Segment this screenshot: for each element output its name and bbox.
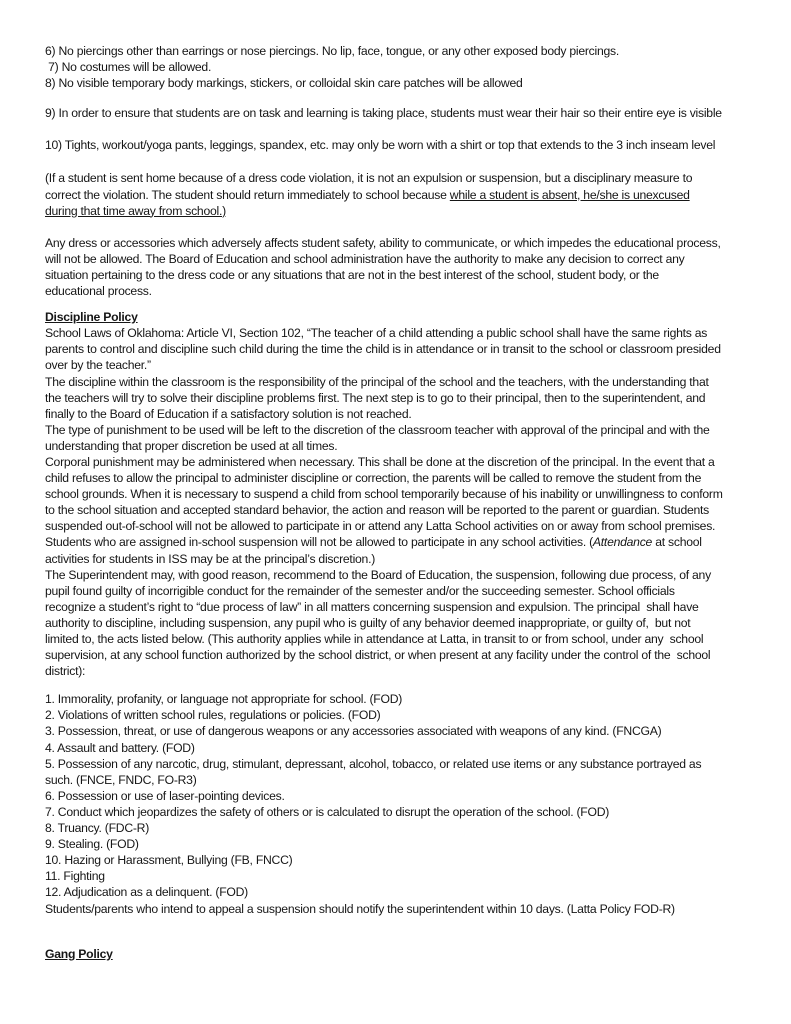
text-line: over by the teacher.” xyxy=(45,358,151,373)
text-line: understanding that proper discretion be used at all times. xyxy=(45,438,338,453)
text-line: to the school situation and accepted standard behavior, the action and reason will be reported to the parent or guardian. Students xyxy=(45,503,710,518)
text-line: 6) No piercings other than earrings or nose piercings. No lip, face, tongue, or any other exposed body piercings. xyxy=(45,44,620,58)
text-line: 6. Possession or use of laser-pointing devices. xyxy=(45,788,285,803)
discipline-policy-heading xyxy=(45,309,755,325)
text-line: The Superintendent may, with good reason, recommend to the Board of Education, the suspension, following due process, of any xyxy=(45,567,711,582)
gang-policy-heading xyxy=(45,946,755,962)
text-line: pupil found guilty of incorrigible conduct for the remainder of the semester and/or the succeeding semester. School officials xyxy=(45,583,675,598)
text-line: will not be allowed. The Board of Education and school administration have the authority to make any decision to correct any xyxy=(45,251,685,266)
dress-accessories-paragraph xyxy=(45,235,755,299)
text-line: 7) No costumes will be allowed. xyxy=(45,60,212,75)
text-line: parents to control and discipline such child during the time the child is in attendance or in transit to the school or classroom presided xyxy=(45,342,721,357)
text-line: Corporal punishment may be administered when necessary. This shall be done at the discretion of the principal. In the event that a xyxy=(45,454,715,469)
text-line: Discipline Policy xyxy=(45,310,138,325)
dress-code-violation-note xyxy=(45,170,755,218)
text-line: suspended out-of-school will not be allowed to participate in or attend any Latta School activities on or away from school premises. xyxy=(45,519,716,534)
text-line: recognize a student’s right to “due process of law” in all matters concerning suspension and expulsion. The principal shall have xyxy=(45,599,699,614)
text-line: 2. Violations of written school rules, regulations or policies. (FOD) xyxy=(45,708,381,723)
text-line: School Laws of Oklahoma: Article VI, Section 102, “The teacher of a child attending a public school shall have the same rights as xyxy=(45,326,708,341)
text-line: 10. Hazing or Harassment, Bullying (FB, FNCC) xyxy=(45,853,293,868)
text-line: 12. Adjudication as a delinquent. (FOD) xyxy=(45,885,248,900)
text-line: educational process. xyxy=(45,284,152,299)
text-line: child refuses to allow the principal to administer discipline or correction, the parents will be called to remove the student from the xyxy=(45,471,702,486)
text-line: supervision, at any school function authorized by the school district, or when present at any facility under the control of the school xyxy=(45,648,711,663)
text-line: 9) In order to ensure that students are on task and learning is taking place, students must wear their hair so their entire eye is visible xyxy=(45,106,722,121)
text-line: 11. Fighting xyxy=(45,869,105,884)
text-line: during that time away from school.) xyxy=(45,203,226,218)
text-line: authority to discipline, including suspension, any pupil who is guilty of any behavior deemed inappropriate, or guilty of, but not xyxy=(45,615,691,630)
dress-code-items xyxy=(45,43,755,91)
text-line: 9. Stealing. (FOD) xyxy=(45,837,139,852)
prohibited-acts-list xyxy=(45,691,755,900)
text-line: The discipline within the classroom is the responsibility of the principal of the school and the teachers, with the understanding that xyxy=(45,374,709,389)
text-line: Students/parents who intend to appeal a suspension should notify the superintendent within 10 days. (Latta Policy FOD-R) xyxy=(45,901,675,916)
dress-code-item-9 xyxy=(45,105,755,121)
text-line: situation pertaining to the dress code or any situations that are not in the best interest of the school, student body, or the xyxy=(45,267,659,282)
superintendent-paragraph xyxy=(45,567,755,680)
corporal-punishment-paragraph xyxy=(45,454,755,567)
appeal-note xyxy=(45,901,755,917)
text-line: such. (FNCE, FNDC, FO-R3) xyxy=(45,772,197,787)
text-line: The type of punishment to be used will be left to the discretion of the classroom teacher with approval of the principal and with the xyxy=(45,422,710,437)
text-line: limited to, the acts listed below. (This authority applies while in attendance at Latta, in transit to or from school, under any school xyxy=(45,632,704,646)
text-line: 7. Conduct which jeopardizes the safety of others or is calculated to disrupt the operation of the school. (FOD) xyxy=(45,804,610,819)
text-line: 3. Possession, threat, or use of dangerous weapons or any accessories associated with weapons of any kind. (FNCGA) xyxy=(45,724,662,739)
text-line: the teachers will try to solve their discipline problems first. The next step is to go to their principal, then to the superintendent, and xyxy=(45,390,706,405)
text-line: 5. Possession of any narcotic, drug, stimulant, depressant, alcohol, tobacco, or related use items or any substance portrayed as xyxy=(45,756,702,771)
punishment-type-paragraph xyxy=(45,422,755,454)
text-line: 8) No visible temporary body markings, stickers, or colloidal skin care patches will be allowed xyxy=(45,76,523,91)
text-line: Students who are assigned in-school suspension will not be allowed to participate in any school activities. (Attendance at school xyxy=(45,535,702,550)
text-line: 8. Truancy. (FDC-R) xyxy=(45,821,150,836)
text-line: 1. Immorality, profanity, or language not appropriate for school. (FOD) xyxy=(45,692,403,707)
document-content xyxy=(45,43,755,962)
text-line: Gang Policy xyxy=(45,946,113,961)
text-line: correct the violation. The student should return immediately to school because while a student is absent, he/she is unexcused xyxy=(45,187,690,202)
text-line: 4. Assault and battery. (FOD) xyxy=(45,740,195,755)
school-laws-paragraph xyxy=(45,325,755,373)
text-line: Any dress or accessories which adversely affects student safety, ability to communicate, or which impedes the educational process, xyxy=(45,235,721,250)
text-line: 10) Tights, workout/yoga pants, leggings, spandex, etc. may only be worn with a shirt or top that extends to the 3 inch inseam level xyxy=(45,138,716,153)
dress-code-item-10 xyxy=(45,137,755,153)
text-line: school grounds. When it is necessary to suspend a child from school temporarily because of his inability or unwillingness to conform xyxy=(45,487,723,502)
text-line: (If a student is sent home because of a dress code violation, it is not an expulsion or suspension, but a disciplinary measure to xyxy=(45,171,693,186)
text-line: finally to the Board of Education if a satisfactory solution is not reached. xyxy=(45,406,412,421)
text-line: district): xyxy=(45,664,86,679)
classroom-discipline-paragraph xyxy=(45,374,755,422)
text-line: activities for students in ISS may be at the principal’s discretion.) xyxy=(45,551,376,566)
